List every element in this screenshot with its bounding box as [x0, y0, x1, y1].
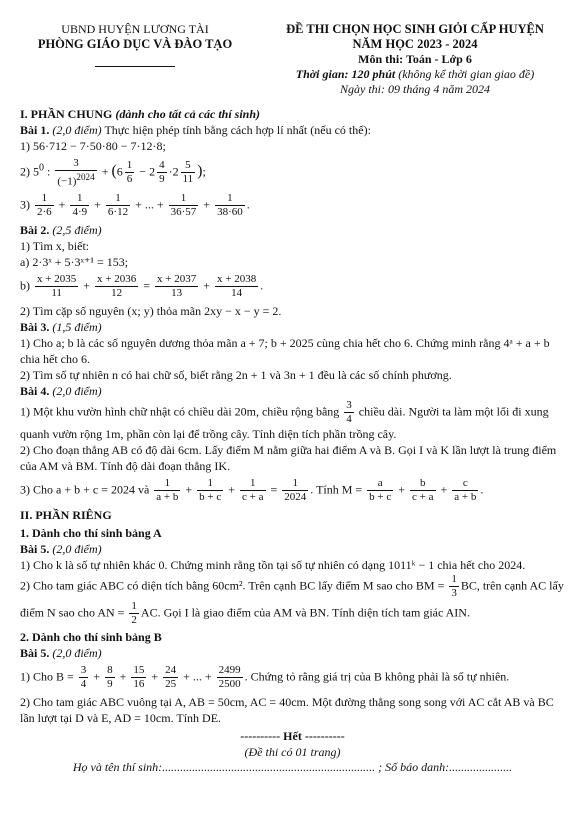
issuer-block: [20, 22, 250, 67]
exam-year: NĂM HỌC 2023 - 2024: [352, 37, 478, 51]
end-marker: ---------- Hết ----------: [240, 728, 345, 743]
exam-title-block: [265, 22, 565, 97]
part2-sub2: 2. Dành cho thí sinh bảng B: [20, 629, 162, 644]
baiA-q2: 2) Cho tam giác ABC có diện tích bằng 60cm². Trên cạnh BC lấy điểm M sao cho BM = $\frac{1}{3}$ BC, trên cạnh AC lấy điểm N sao cho AN = $\frac{1}{2}$ AC. Gọi I là giao điểm của AM và BN. Tính diện tích tam giác AIN.: [20, 572, 564, 626]
baiB-heading: Bài 5. (2,0 điểm): [20, 645, 102, 660]
bai2-q1: 1) Tìm x, biết:: [20, 238, 90, 253]
bai1-q3: 3) $\frac{1}{2\cdot 6}$ + $\frac{1}{4\cdot 9}$ + $\frac{1}{6\cdot 12}$ + ... + $\frac{1}{36\cdot 57}$ + $\frac{1}{38\cdot 60}$ .: [20, 191, 250, 218]
issuer-rule: [95, 66, 175, 67]
bai3-q2: 2) Tìm số tự nhiên n có hai chữ số, biết rằng 2n + 1 và 3n + 1 đều là các số chính phương.: [20, 367, 452, 382]
bai2-heading: Bài 2. (2,5 điểm): [20, 222, 102, 237]
bai2-q2: 2) Tìm cặp số nguyên (x; y) thỏa mãn 2xy − x − y = 2.: [20, 303, 282, 318]
exam-title: ĐỀ THI CHỌN HỌC SINH GIỎI CẤP HUYỆN: [286, 22, 544, 36]
bai1-q2: 2) $5^0$ : $\frac{3}{(-1)^{2024}}$ + (6 $\frac{1}{6}$ − 2 $\frac{4}{9}$ ·2 $\frac{5}{11}$ );: [20, 157, 206, 188]
candidate-info-line: Họ và tên thí sinh:....................................................................... ; Số báo danh:.....................: [72, 760, 513, 774]
bai2-qb: b) $\frac{x + 2035}{11}$ + $\frac{x + 2036}{12}$ = $\frac{x + 2037}{13}$ + $\frac{x + 2038}{14}$ .: [20, 272, 264, 299]
exam-date: Ngày thi: 09 tháng 4 năm 2024: [340, 82, 490, 96]
bai2-qa: a) 2·3ˣ + 5·3ˣ⁺¹ = 153;: [20, 254, 129, 269]
bai1-q1: 1) 56·712 − 7·50·80 − 7·12·8;: [20, 139, 166, 153]
bai4-q2: 2) Cho đoạn thẳng AB có độ dài 6cm. Lấy điểm M nằm giữa hai điểm A và B. Gọi I và K lần lượt là trung điểm của AM và BM. Tính độ dài đoạn thẳng IK.: [20, 442, 557, 473]
end-note: (Đề thi có 01 trang): [244, 744, 341, 759]
part2-sub1: 1. Dành cho thí sinh bảng A: [20, 525, 162, 540]
part2-title: II. PHẦN RIÊNG: [20, 507, 112, 522]
bai1-heading: Bài 1. (2,0 điểm) Thực hiện phép tính bằng cách hợp lí nhất (nếu có thể):: [20, 123, 371, 137]
baiB-q1: 1) Cho B = $\frac{3}{4}$ + $\frac{8}{9}$ + $\frac{15}{16}$ + $\frac{24}{25}$ + ... + $\frac{2499}{2500}$ . Chứng tỏ rằng giá trị của B không phải là số tự nhiên.: [20, 663, 510, 690]
exam-subject: Môn thi: Toán - Lớp 6: [358, 52, 472, 66]
baiA-heading: Bài 5. (2,0 điểm): [20, 541, 102, 556]
baiB-q2: 2) Cho tam giác ABC vuông tại A, AB = 50cm, AC = 40cm. Một đường thẳng song song với AC cắt AB và BC lần lượt tại D và E, AD = 10cm. Tính DE.: [20, 694, 554, 725]
bai4-heading: Bài 4. (2,0 điểm): [20, 383, 102, 398]
exam-body: [20, 104, 565, 760]
baiA-q1: 1) Cho k là số tự nhiên khác 0. Chứng minh rằng tồn tại số tự nhiên có dạng 1011ᵏ − 1 chia hết cho 2024.: [20, 557, 526, 572]
part1-title: I. PHẦN CHUNG (dành cho tất cả các thí sinh): [20, 107, 261, 121]
exam-time: Thời gian: 120 phút (không kể thời gian giao đề): [295, 67, 535, 81]
bai3-heading: Bài 3. (1,5 điểm): [20, 319, 102, 334]
bai4-q1: 1) Một khu vườn hình chữ nhật có chiều dài 20m, chiều rộng bằng $\frac{3}{4}$ chiều dài. Người ta làm một lối đi xung quanh vườn rộng 1m, phần còn lại để trồng cây. Tính diện tích phần trồng cây.: [20, 398, 549, 441]
issuer-line2: PHÒNG GIÁO DỤC VÀ ĐÀO TẠO: [37, 37, 233, 51]
issuer-line1: UBND HUYỆN LƯƠNG TÀI: [61, 22, 209, 36]
bai4-q3: 3) Cho a + b + c = 2024 và $\frac{1}{a + b}$ + $\frac{1}{b + c}$ + $\frac{1}{c + a}$ = $\frac{1}{2024}$ . Tính M = $\frac{a}{b + c}$ + $\frac{b}{c + a}$ + $\frac{c}{a + b}$ .: [20, 476, 484, 503]
bai3-q1: 1) Cho a; b là các số nguyên dương thỏa mãn a + 7; b + 2025 cùng chia hết cho 6. Chứng minh rằng 4ᵃ + a + b chia hết cho 6.: [20, 335, 550, 366]
